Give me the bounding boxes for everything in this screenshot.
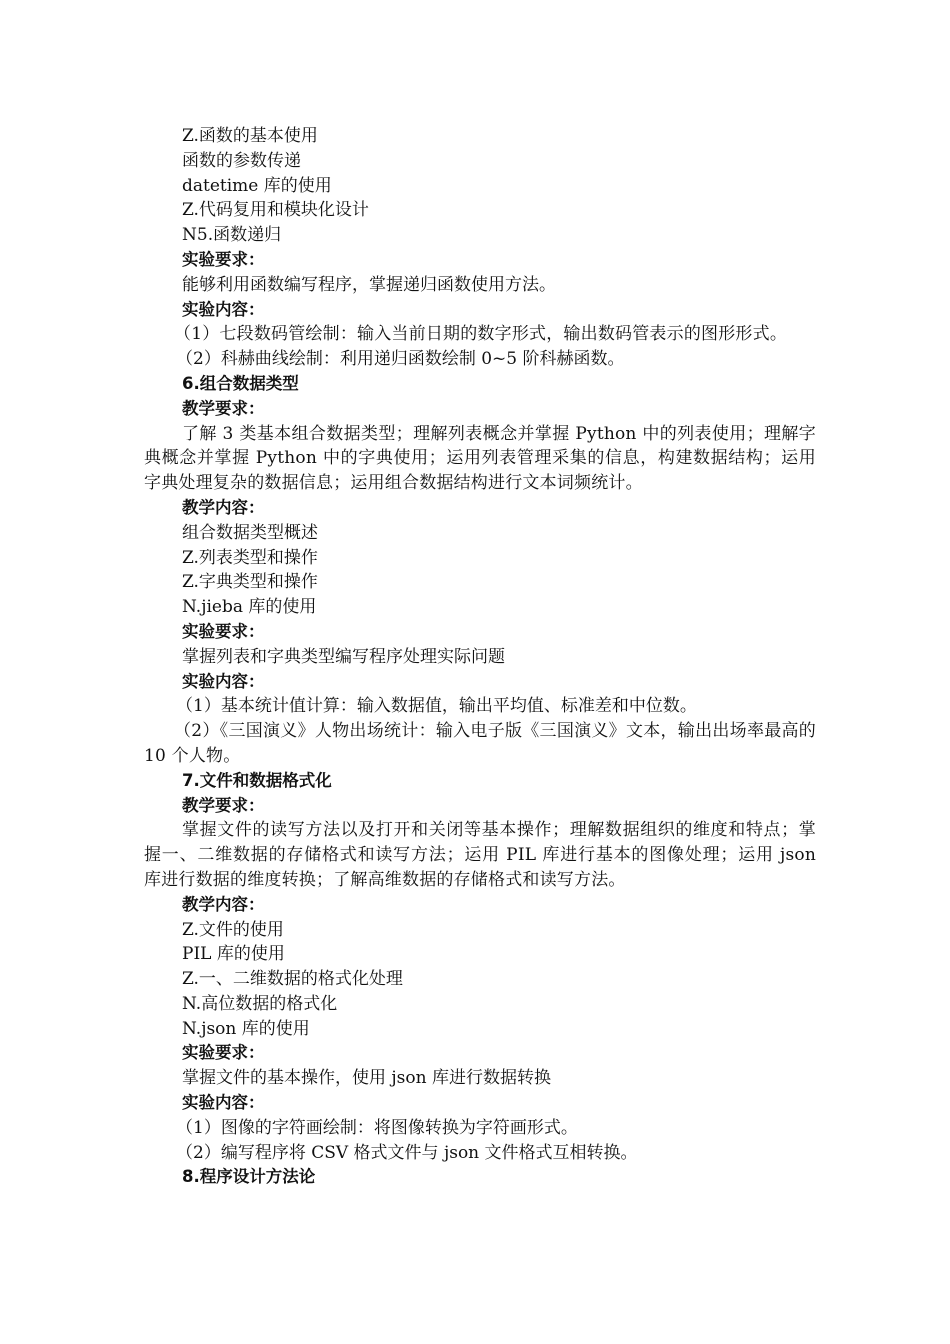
- list-item: 函数的参数传递: [182, 150, 301, 171]
- paragraph: 能够利用函数编写程序，掌握递归函数使用方法。: [182, 274, 556, 295]
- paragraph: 了解 3 类基本组合数据类型；理解列表概念并掌握 Python 中的列表使用；理解字典概念并掌握 Python 中的字典使用；运用列表管理采集的信息，构建数据结构；运用字典处理复杂的数据信息；运用组合数据结构进行文本词频统计。: [144, 423, 816, 494]
- list-item: 组合数据类型概述: [182, 522, 318, 543]
- list-item: （2）编写程序将 CSV 格式文件与 json 文件格式互相转换。: [176, 1142, 638, 1163]
- list-item: （1）图像的字符画绘制：将图像转换为字符画形式。: [176, 1117, 578, 1138]
- subheading: 实验内容：: [182, 299, 265, 319]
- list-item: N.jieba 库的使用: [182, 597, 317, 618]
- list-item: Z.代码复用和模块化设计: [182, 200, 369, 221]
- list-item: Z.字典类型和操作: [182, 572, 318, 593]
- subheading: 实验内容：: [182, 671, 265, 691]
- paragraph: （2）《三国演义》人物出场统计：输入电子版《三国演义》文本，输出出场率最高的 10 个人物。: [144, 721, 816, 766]
- section-title: 7.文件和数据格式化: [182, 770, 332, 790]
- list-item: （2）科赫曲线绘制：利用递归函数绘制 0~5 阶科赫函数。: [176, 349, 625, 370]
- subheading: 教学内容：: [182, 894, 265, 914]
- list-item: （1）基本统计值计算：输入数据值，输出平均值、标准差和中位数。: [176, 696, 697, 717]
- paragraph: 掌握文件的基本操作，使用 json 库进行数据转换: [182, 1068, 551, 1089]
- list-item: PIL 库的使用: [182, 944, 285, 965]
- subheading: 实验要求：: [182, 249, 265, 269]
- paragraph: 掌握列表和字典类型编写程序处理实际问题: [182, 646, 505, 667]
- list-item: N.json 库的使用: [182, 1018, 310, 1039]
- subheading: 实验要求：: [182, 1043, 265, 1063]
- subheading: 教学内容：: [182, 497, 265, 517]
- paragraph: （1）七段数码管绘制：输入当前日期的数字形式，输出数码管表示的图形形式。: [174, 324, 788, 345]
- section-title: 8.程序设计方法论: [182, 1167, 316, 1187]
- list-item: N.高位数据的格式化: [182, 993, 338, 1014]
- list-item: Z.文件的使用: [182, 919, 284, 940]
- paragraph: 掌握文件的读写方法以及打开和关闭等基本操作；理解数据组织的维度和特点；掌握一、二维数据的存储格式和读写方法；运用 PIL 库进行基本的图像处理；运用 json 库进行数据的维度转换；了解高维数据的存储格式和读写方法。: [144, 820, 816, 890]
- subheading: 教学要求：: [182, 398, 265, 418]
- list-item: datetime 库的使用: [182, 175, 332, 196]
- list-item: Z.函数的基本使用: [182, 126, 318, 146]
- document-page: [144, 124, 816, 1190]
- list-item: N5.函数递归: [182, 225, 282, 246]
- section-title: 6.组合数据类型: [182, 373, 299, 393]
- subheading: 实验要求：: [182, 621, 265, 641]
- list-item: Z.列表类型和操作: [182, 547, 318, 568]
- subheading: 实验内容：: [182, 1093, 265, 1113]
- subheading: 教学要求：: [182, 795, 265, 815]
- list-item: Z.一、二维数据的格式化处理: [182, 969, 403, 990]
